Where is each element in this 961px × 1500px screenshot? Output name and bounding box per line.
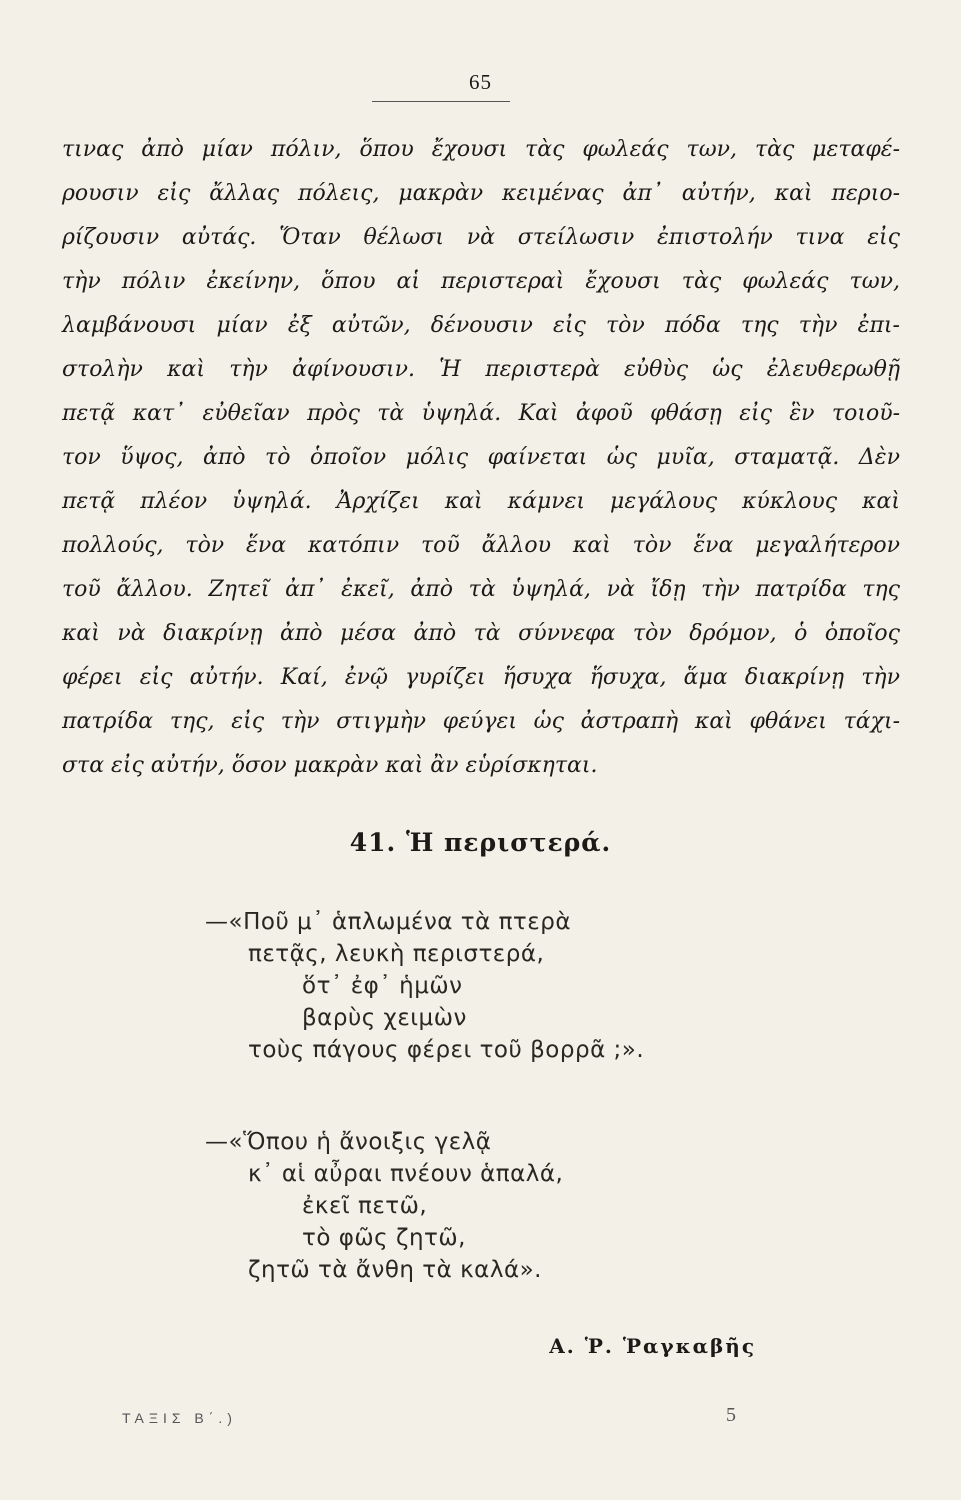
poem-heading: 41. Ἡ περιστερά. bbox=[349, 828, 612, 857]
header-rule bbox=[372, 101, 510, 102]
prose-line: πετᾷ κατ᾽ εὐθεῖαν πρὸς τὰ ὑψηλά. Καὶ ἀφοῦ φθάσῃ εἰς ἓν τοιοῦ- bbox=[62, 401, 900, 426]
author-signature: Α. Ῥ. Ῥαγκαβῆς bbox=[549, 1334, 756, 1358]
prose-line: τον ὕψος, ἀπὸ τὸ ὁποῖον μόλις φαίνεται ὡς μυῖα, σταματᾷ. Δὲν bbox=[62, 445, 900, 470]
prose-line: ρίζουσιν αὐτάς. Ὅταν θέλωσι νὰ στείλωσιν ἐπιστολήν τινα εἰς bbox=[62, 225, 900, 250]
poem-stanza-2 bbox=[0, 1126, 563, 1286]
poem-line: τὸ φῶς ζητῶ, bbox=[302, 1225, 466, 1251]
footer-sheet-number: 5 bbox=[726, 1404, 736, 1426]
prose-line: τινας ἀπὸ μίαν πόλιν, ὅπου ἔχουσι τὰς φωλεάς των, τὰς μεταφέ- bbox=[62, 137, 900, 162]
prose-line: τοῦ ἄλλου. Ζητεῖ ἀπ᾽ ἐκεῖ, ἀπὸ τὰ ὑψηλά, νὰ ἴδῃ τὴν πατρίδα της bbox=[62, 577, 900, 602]
poem-line: κ᾽ αἱ αὖραι πνέουν ἁπαλά, bbox=[248, 1161, 564, 1187]
prose-line: στολὴν καὶ τὴν ἀφίνουσιν. Ἡ περιστερὰ εὐθὺς ὡς ἐλευθερωθῇ bbox=[62, 357, 900, 382]
poem-line: ζητῶ τὰ ἄνθη τὰ καλά». bbox=[248, 1257, 542, 1283]
page-number: 65 bbox=[469, 70, 492, 94]
prose-line: καὶ νὰ διακρίνῃ ἀπὸ μέσα ἀπὸ τὰ σύννεφα τὸν δρόμον, ὁ ὁποῖος bbox=[62, 621, 900, 646]
prose-paragraph bbox=[62, 128, 900, 788]
poem-line: βαρὺς χειμὼν bbox=[302, 1005, 467, 1031]
poem-line: ἐκεῖ πετῶ, bbox=[302, 1193, 428, 1219]
prose-line: πετᾷ πλέον ὑψηλά. Ἀρχίζει καὶ κάμνει μεγάλους κύκλους καὶ bbox=[62, 489, 900, 514]
prose-line: τὴν πόλιν ἐκείνην, ὅπου αἱ περιστεραὶ ἔχουσι τὰς φωλεάς των, bbox=[62, 269, 900, 294]
prose-line: ρουσιν εἰς ἄλλας πόλεις, μακρὰν κειμένας ἀπ᾽ αὐτήν, καὶ περιο- bbox=[62, 181, 900, 206]
prose-line: πολλούς, τὸν ἕνα κατόπιν τοῦ ἄλλου καὶ τὸν ἕνα μεγαλήτερον bbox=[62, 533, 900, 558]
poem-stanza-1 bbox=[0, 906, 644, 1066]
poem-line: —«Ὅπου ἡ ἄνοιξις γελᾷ bbox=[205, 1129, 492, 1155]
prose-line: φέρει εἰς αὐτήν. Καί, ἐνῷ γυρίζει ἥσυχα ἥσυχα, ἅμα διακρίνῃ τὴν bbox=[62, 665, 900, 690]
poem-line: πετᾷς, λευκὴ περιστερά, bbox=[248, 941, 545, 967]
poem-line: τοὺς πάγους φέρει τοῦ βορρᾶ ;». bbox=[248, 1037, 645, 1063]
prose-line: στα εἰς αὐτήν, ὅσον μακρὰν καὶ ἂν εὑρίσκηται. bbox=[62, 753, 598, 778]
poem-line: —«Ποῦ μ᾽ ἁπλωμένα τὰ πτερὰ bbox=[205, 909, 571, 935]
prose-line: λαμβάνουσι μίαν ἐξ αὐτῶν, δένουσιν εἰς τὸν πόδα της τὴν ἐπι- bbox=[62, 313, 900, 338]
poem-line: ὅτ᾽ ἐφ᾽ ἡμῶν bbox=[302, 973, 463, 999]
footer-signature-mark: ΤΑΞΙΣ Β΄.) bbox=[122, 1410, 237, 1426]
prose-line: πατρίδα της, εἰς τὴν στιγμὴν φεύγει ὡς ἀστραπὴ καὶ φθάνει τάχι- bbox=[62, 709, 900, 734]
